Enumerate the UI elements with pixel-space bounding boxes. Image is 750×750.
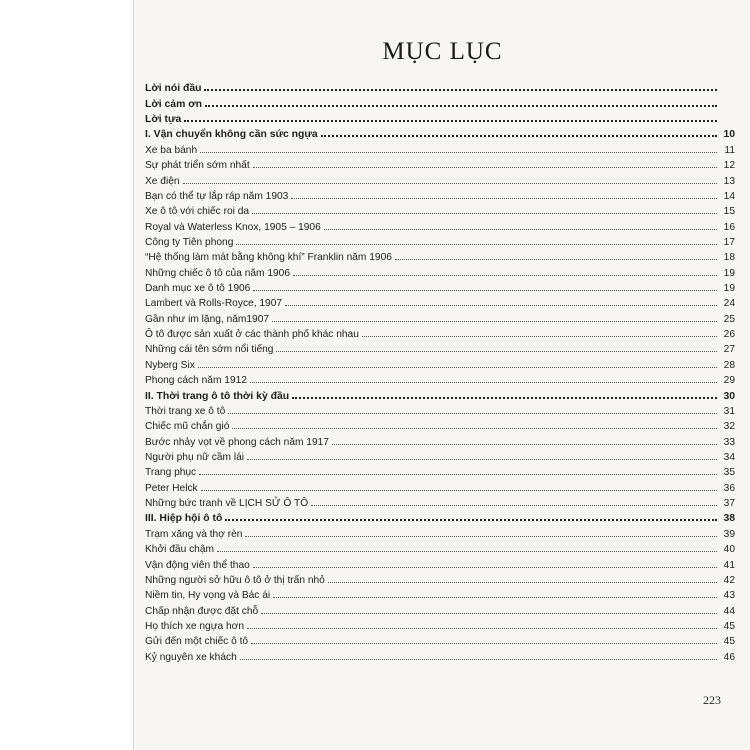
toc-entry-title: Peter Helck	[145, 482, 198, 494]
toc-entry	[145, 555, 735, 570]
toc-entry	[145, 171, 735, 186]
table-of-contents	[145, 79, 735, 663]
toc-entry	[145, 279, 735, 294]
toc-entry-page: 43	[723, 590, 735, 602]
toc-entry	[145, 647, 735, 662]
toc-entry-title: Người phụ nữ cầm lái	[145, 451, 245, 463]
dot-leader	[362, 336, 717, 337]
dot-leader	[332, 444, 717, 445]
toc-entry	[145, 586, 735, 601]
toc-entry-page: 10	[723, 129, 735, 141]
toc-entry-title: Thời trang xe ô tô	[145, 405, 226, 417]
dot-leader	[272, 321, 717, 322]
toc-entry-title: Khởi đầu chậm	[145, 544, 214, 556]
dot-leader	[311, 505, 717, 506]
toc-entry-page: 26	[723, 329, 735, 341]
toc-entry-title: Chiếc mũ chắn gió	[145, 421, 230, 433]
toc-entry-title: II. Thời trang ô tô thời kỳ đầu	[145, 390, 290, 402]
toc-entry	[145, 140, 735, 155]
toc-entry-title: Ô tô được sản xuất ở các thành phố khác nhau	[145, 329, 359, 341]
toc-entry	[145, 340, 735, 355]
toc-entry-title: Niềm tin, Hy vọng và Bác ái	[145, 590, 271, 602]
toc-entry	[145, 509, 735, 524]
toc-entry-title: Lời cảm ơn	[145, 98, 202, 110]
toc-entry	[145, 571, 735, 586]
toc-entry	[145, 478, 735, 493]
toc-entry-title: Công ty Tiên phong	[145, 236, 234, 248]
toc-entry-page: 28	[723, 359, 735, 371]
toc-entry-page: 35	[723, 467, 735, 479]
toc-entry	[145, 325, 735, 340]
toc-entry-page: 36	[723, 482, 735, 494]
toc-entry-title: Phong cách năm 1912	[145, 375, 247, 387]
toc-entry	[145, 417, 735, 432]
dot-leader	[250, 382, 717, 383]
dot-leader	[184, 120, 717, 122]
toc-entry-title: Bước nhảy vọt về phong cách năm 1917	[145, 436, 329, 448]
toc-entry-title: Danh mục xe ô tô 1906	[145, 283, 251, 295]
toc-entry-page: 30	[723, 390, 735, 402]
toc-entry-page: 39	[723, 528, 735, 540]
dot-leader	[199, 474, 717, 475]
dot-leader	[245, 536, 717, 537]
toc-entry-title: Gửi đến một chiếc ô tô	[145, 636, 249, 648]
dot-leader	[293, 275, 717, 276]
toc-entry	[145, 402, 735, 417]
dot-leader	[200, 152, 717, 153]
toc-entry	[145, 79, 735, 94]
toc-entry	[145, 494, 735, 509]
dot-leader	[251, 643, 717, 644]
toc-entry-page: 41	[723, 559, 735, 571]
toc-entry	[145, 632, 735, 647]
toc-entry-page: 14	[723, 190, 735, 202]
toc-entry-page: 46	[723, 651, 735, 663]
dot-leader	[217, 551, 717, 552]
dot-leader	[247, 628, 717, 629]
toc-entry	[145, 202, 735, 217]
toc-entry-page: 45	[723, 636, 735, 648]
toc-entry	[145, 371, 735, 386]
toc-entry-title: Trang phục	[145, 467, 197, 479]
toc-entry	[145, 156, 735, 171]
toc-entry	[145, 355, 735, 370]
toc-entry-title: Lời tựa	[145, 114, 182, 126]
toc-entry-title: Lời nói đầu	[145, 83, 202, 95]
toc-entry-title: Xe ba bánh	[145, 144, 198, 156]
toc-entry	[145, 110, 735, 125]
toc-entry-page: 31	[723, 405, 735, 417]
toc-entry-title: Lambert và Rolls-Royce, 1907	[145, 298, 283, 310]
toc-entry-title: Những cái tên sớm nổi tiếng	[145, 344, 274, 356]
scan-background	[0, 0, 133, 750]
toc-entry-title: Gần như im lặng, năm1907	[145, 313, 270, 325]
toc-entry-title: Kỷ nguyên xe khách	[145, 651, 237, 663]
dot-leader	[285, 305, 717, 306]
toc-entry	[145, 248, 735, 263]
toc-entry-page: 15	[723, 206, 735, 218]
toc-entry-page: 19	[723, 283, 735, 295]
toc-entry-page: 11	[724, 144, 735, 156]
toc-entry-title: Những chiếc ô tô của năm 1906	[145, 267, 291, 279]
toc-entry-title: Sự phát triển sớm nhất	[145, 160, 250, 172]
toc-entry	[145, 263, 735, 278]
toc-entry-title: Xe ô tô với chiếc roi da	[145, 206, 250, 218]
toc-entry	[145, 463, 735, 478]
dot-leader	[328, 582, 717, 583]
toc-entry	[145, 217, 735, 232]
dot-leader	[276, 351, 717, 352]
toc-entry-title: Vận động viên thể thao	[145, 559, 250, 571]
toc-entry	[145, 524, 735, 539]
dot-leader	[261, 613, 717, 614]
toc-entry-page: 19	[723, 267, 735, 279]
toc-entry	[145, 386, 735, 401]
toc-entry	[145, 601, 735, 616]
toc-entry-page: 45	[723, 620, 735, 632]
toc-entry-title: Bạn có thể tự lắp ráp năm 1903	[145, 190, 289, 202]
toc-entry-title: Xe điện	[145, 175, 180, 187]
dot-leader	[225, 519, 717, 521]
toc-entry	[145, 309, 735, 324]
toc-entry-page: 33	[723, 436, 735, 448]
toc-entry-title: Chấp nhận được đặt chỗ	[145, 605, 259, 617]
toc-entry	[145, 617, 735, 632]
toc-entry-title: Những bức tranh về LỊCH SỬ Ô TÔ	[145, 498, 309, 510]
dot-leader	[324, 229, 717, 230]
toc-entry-page: 34	[723, 451, 735, 463]
toc-entry	[145, 187, 735, 202]
toc-entry-title: Royal và Waterless Knox, 1905 – 1906	[145, 221, 321, 233]
toc-entry-page: 27	[723, 344, 735, 356]
toc-entry-page: 32	[723, 421, 735, 433]
page-number: 223	[703, 693, 721, 707]
toc-entry-title: Những người sở hữu ô tô ở thị trấn nhỏ	[145, 574, 325, 586]
book-page	[133, 0, 750, 750]
toc-entry-title: Trạm xăng và thợ rèn	[145, 528, 243, 540]
dot-leader	[292, 397, 717, 399]
toc-entry-page: 42	[723, 574, 735, 586]
dot-leader	[183, 183, 717, 184]
toc-entry	[145, 233, 735, 248]
toc-entry-page: 18	[723, 252, 735, 264]
toc-entry-title: Họ thích xe ngựa hơn	[145, 620, 245, 632]
toc-entry-title: III. Hiệp hội ô tô	[145, 513, 223, 525]
dot-leader	[395, 259, 717, 260]
toc-entry-page: 25	[723, 313, 735, 325]
toc-entry-page: 16	[723, 221, 735, 233]
dot-leader	[247, 459, 717, 460]
toc-entry	[145, 294, 735, 309]
toc-entry-page: 29	[723, 375, 735, 387]
dot-leader	[201, 490, 717, 491]
toc-entry	[145, 94, 735, 109]
dot-leader	[204, 89, 717, 91]
dot-leader	[253, 290, 717, 291]
toc-entry	[145, 432, 735, 447]
toc-entry-page: 17	[723, 236, 735, 248]
toc-entry-page: 40	[723, 544, 735, 556]
toc-entry-title: “Hệ thống làm mát bằng không khí” Franklin năm 1906	[145, 252, 392, 264]
dot-leader	[252, 213, 717, 214]
toc-entry	[145, 540, 735, 555]
dot-leader	[253, 167, 717, 168]
toc-entry	[145, 448, 735, 463]
toc-entry-page: 38	[723, 513, 735, 525]
toc-entry-page: 12	[723, 160, 735, 172]
toc-entry-page: 37	[723, 498, 735, 510]
toc-entry-page: 44	[723, 605, 735, 617]
dot-leader	[291, 198, 717, 199]
page-title: MỤC LỤC	[382, 38, 503, 65]
dot-leader	[232, 428, 717, 429]
dot-leader	[321, 135, 717, 137]
dot-leader	[236, 244, 717, 245]
toc-entry-page: 24	[723, 298, 735, 310]
dot-leader	[198, 367, 717, 368]
toc-entry-title: I. Vận chuyển không cần sức ngựa	[145, 129, 318, 141]
dot-leader	[273, 597, 717, 598]
dot-leader	[240, 659, 717, 660]
toc-entry-page: 13	[723, 175, 735, 187]
dot-leader	[205, 105, 717, 107]
dot-leader	[253, 567, 717, 568]
toc-entry-title: Nyberg Six	[145, 359, 195, 371]
dot-leader	[228, 413, 717, 414]
toc-entry	[145, 125, 735, 140]
